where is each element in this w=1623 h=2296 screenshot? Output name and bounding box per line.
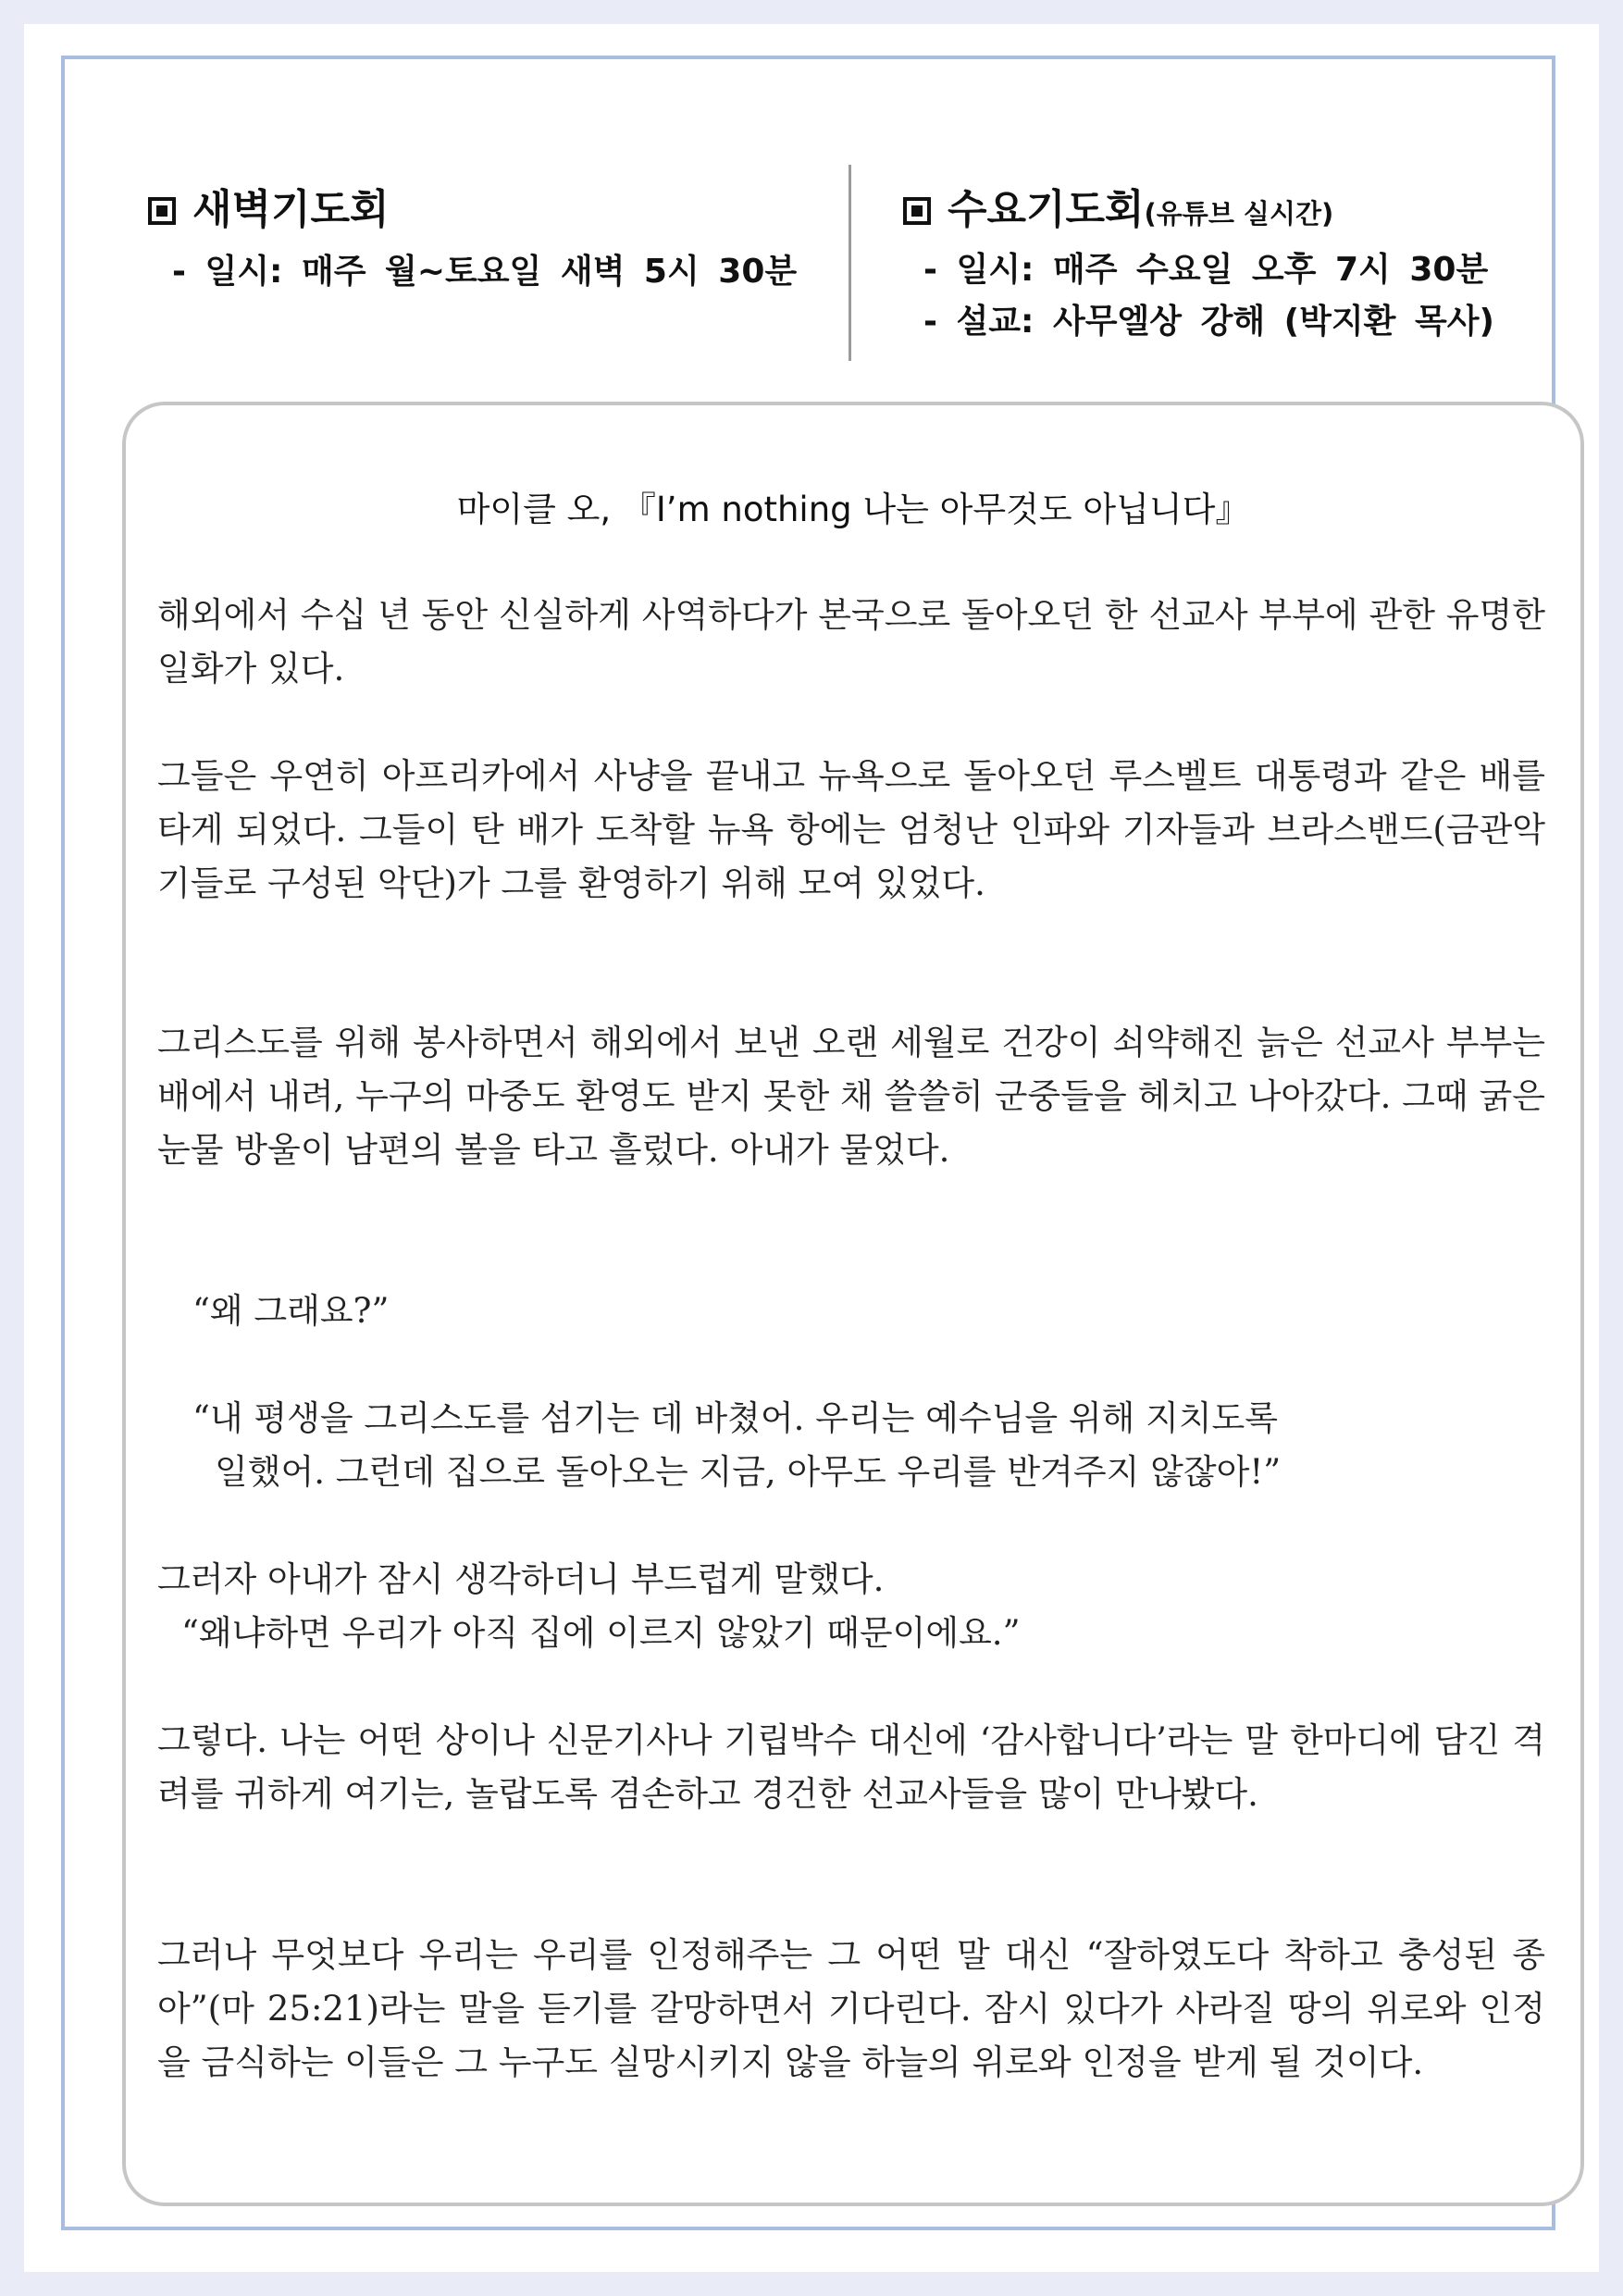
dawn-prayer-title-text: 새벽기도회 — [192, 186, 390, 233]
article-card — [122, 402, 1584, 2206]
quote-line: 일했어. 그런데 집으로 돌아오는 지금, 아무도 우리를 반겨주지 않잖아!” — [215, 1452, 1282, 1492]
article-paragraph: 그러자 아내가 잠시 생각하더니 부드럽게 말했다. — [157, 1559, 885, 1599]
square-bullet-icon — [148, 197, 176, 225]
article-paragraph: 그리스도를 위해 봉사하면서 해외에서 보낸 오랜 세월로 건강이 쇠약해진 늙은 선교사 부부는 배에서 내려, 누구의 마중도 환영도 받지 못한 채 쓸쓸히 군중들을 헤치고 나아갔다. 그때 굵은 눈물 방울이 남편의 볼을 타고 흘렀다. 아내가 물었다. — [157, 1023, 1545, 1170]
wednesday-prayer-title-text: 수요기도회 — [948, 186, 1145, 233]
quote-line: “내 평생을 그리스도를 섬기는 데 바쳤어. 우리는 예수님을 위해 지치도록 — [192, 1398, 1279, 1438]
bulletin-page — [24, 24, 1599, 2272]
column-divider — [849, 165, 851, 361]
wednesday-prayer-title — [903, 180, 1494, 244]
wednesday-prayer-sermon: - 설교: 사무엘상 강해 (박지환 목사) — [923, 303, 1494, 341]
page-frame — [61, 56, 1555, 2230]
article-paragraph: 그러나 무엇보다 우리는 우리를 인정해주는 그 어떤 말 대신 “잘하였도다 착하고 충성된 종아”(마 25:21)라는 말을 듣기를 갈망하면서 기다린다. 잠시 있다가 사라질 땅의 위로와 인정을 금식하는 이들은 그 누구도 실망시키지 않을 하늘의 위로와 인정을 받게 될 것이다. — [157, 1935, 1545, 2082]
article-paragraph: 그들은 우연히 아프리카에서 사냥을 끝내고 뉴욕으로 돌아오던 루스벨트 대통령과 같은 배를 타게 되었다. 그들이 탄 배가 도착할 뉴욕 항에는 엄청난 인파와 기자들과 브라스밴드(금관악기들로 구성된 악단)가 그를 환영하기 위해 모여 있었다. — [157, 756, 1545, 903]
wednesday-prayer-section — [903, 180, 1494, 348]
quote-line: “왜 그래요?” — [192, 1291, 390, 1331]
youtube-live-note: (유튜브 실시간) — [1144, 198, 1334, 230]
quote-line: “왜냐하면 우리가 아직 집에 이르지 않았기 때문이에요.” — [181, 1613, 1021, 1653]
square-bullet-icon — [903, 197, 931, 225]
dawn-prayer-schedule: - 일시: 매주 월~토요일 새벽 5시 30분 — [172, 253, 798, 291]
article-paragraph: 그렇다. 나는 어떤 상이나 신문기사나 기립박수 대신에 ‘감사합니다’라는 말 한마디에 담긴 격려를 귀하게 여기는, 놀랍도록 겸손하고 경건한 선교사들을 많이 만나봤다. — [157, 1720, 1545, 1814]
dawn-prayer-title — [148, 180, 797, 241]
article-title: 마이클 오, 『I’m nothing 나는 아무것도 아닙니다』 — [456, 490, 1250, 529]
article-paragraph: 해외에서 수십 년 동안 신실하게 사역하다가 본국으로 돌아오던 한 선교사 부부에 관한 유명한 일화가 있다. — [157, 595, 1545, 689]
wednesday-prayer-schedule: - 일시: 매주 수요일 오후 7시 30분 — [923, 251, 1489, 289]
dawn-prayer-section — [148, 180, 797, 298]
